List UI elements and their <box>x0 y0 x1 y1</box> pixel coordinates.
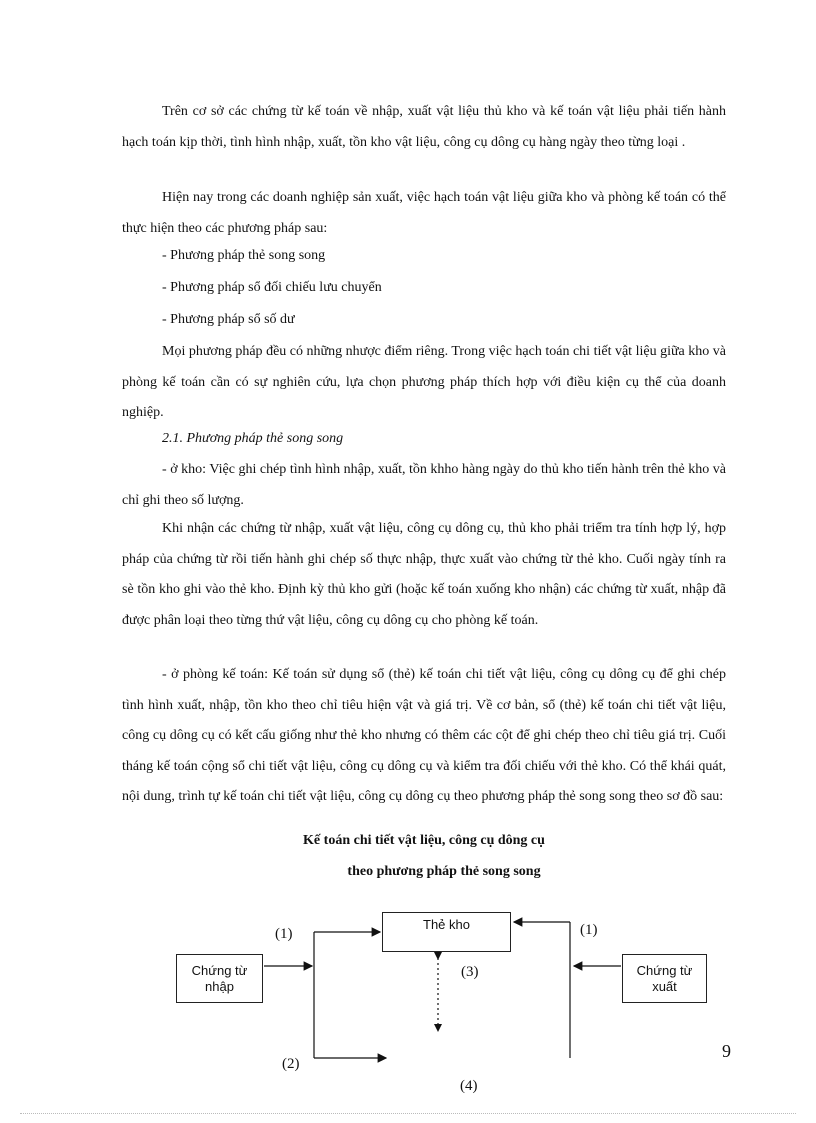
section-heading: 2.1. Phương pháp thẻ song song <box>162 431 344 446</box>
method-item-1: - Phương pháp thẻ song song <box>162 248 326 263</box>
label-4: (4) <box>460 1078 478 1094</box>
paragraph-2: Hiện nay trong các doanh nghiệp sản xuất, việc hạch toán vật liệu giữa kho và phòng kế toán có thể thực hiện theo các phương pháp sau: <box>122 190 726 236</box>
box-chung-tu-xuat <box>622 954 707 1003</box>
label-1-left: (1) <box>275 926 293 942</box>
diagram-title-line2: theo phương pháp thẻ song song <box>347 864 541 879</box>
box-chung-tu-nhap <box>176 954 263 1003</box>
arrowhead-3-top <box>434 952 442 960</box>
box-nhap-line2: nhập <box>205 979 234 994</box>
method-item-3: - Phương pháp sổ số dư <box>162 312 295 327</box>
paragraph-6: - ở phòng kế toán: Kế toán sử dụng sổ (thẻ) kế toán chi tiết vật liệu, công cụ dông cụ để ghi chép tình hình xuất, nhập, tồn kho theo chỉ tiêu hiện vật và giá trị. Về cơ bản, sổ (thẻ) kế toán chi tiết vật liệu, công cụ dông cụ có kết cấu giống như thẻ kho nhưng có thêm các cột để ghi chép theo chỉ tiêu giá trị. Cuối tháng kế toán cộng sổ chi tiết vật liệu, công cụ dông cụ và kiểm tra đối chiếu với thẻ kho. Có thể khái quát, nội dung, trình tự kế toán chi tiết vật liệu, công cụ dông cụ theo phương pháp thẻ song song theo sơ đồ sau: <box>122 667 726 804</box>
arrowhead-3-bottom <box>434 1024 442 1032</box>
box-the-kho-label: Thẻ kho <box>423 917 470 932</box>
label-2: (2) <box>282 1056 300 1072</box>
paragraph-5: Khi nhận các chứng từ nhập, xuất vật liệu, công cụ dông cụ, thủ kho phải triểm tra tính hợp lý, hợp pháp của chứng từ rồi tiến hành ghi chép số thực nhập, thực xuất vào chứng từ thẻ kho. Cuối ngày tính ra sè tồn kho ghi vào thẻ kho. Định kỳ thủ kho gửi (hoặc kế toán xuống kho nhận) các chứng từ xuất, nhập đã được phân loại theo từng thứ vật liệu, công cụ dông cụ cho phòng kế toán. <box>122 521 726 628</box>
paragraph-3: Mọi phương pháp đều có những nhược điểm riêng. Trong việc hạch toán chi tiết vật liệu giữa kho và phòng kế toán cần có sự nghiên cứu, lựa chọn phương pháp thích hợp với điều kiện cụ thể của doanh nghiệp. <box>122 344 726 420</box>
label-3: (3) <box>461 964 479 980</box>
page-bottom-border <box>20 1113 796 1114</box>
label-1-right: (1) <box>580 922 598 938</box>
diagram-title-line1: Kế toán chi tiết vật liệu, công cụ dông cụ <box>303 833 545 848</box>
paragraph-4: - ở kho: Việc ghi chép tình hình nhập, xuất, tồn khho hàng ngày do thủ kho tiến hành trên thẻ kho và chỉ ghi theo số lượng. <box>122 462 726 508</box>
box-nhap-line1: Chứng từ <box>191 963 248 978</box>
paragraph-1: Trên cơ sở các chứng từ kế toán về nhập, xuất vật liệu thủ kho và kế toán vật liệu phải tiến hành hạch toán kịp thời, tình hình nhập, xuất, tồn kho vật liệu, công cụ dông cụ hàng ngày theo từng loại . <box>122 104 726 150</box>
box-xuat-line1: Chứng từ <box>636 963 693 978</box>
method-item-2: - Phương pháp sổ đối chiếu lưu chuyển <box>162 280 382 295</box>
box-xuat-line2: xuất <box>652 979 677 994</box>
box-the-kho <box>382 912 511 952</box>
page-number: 9 <box>722 1041 731 1061</box>
